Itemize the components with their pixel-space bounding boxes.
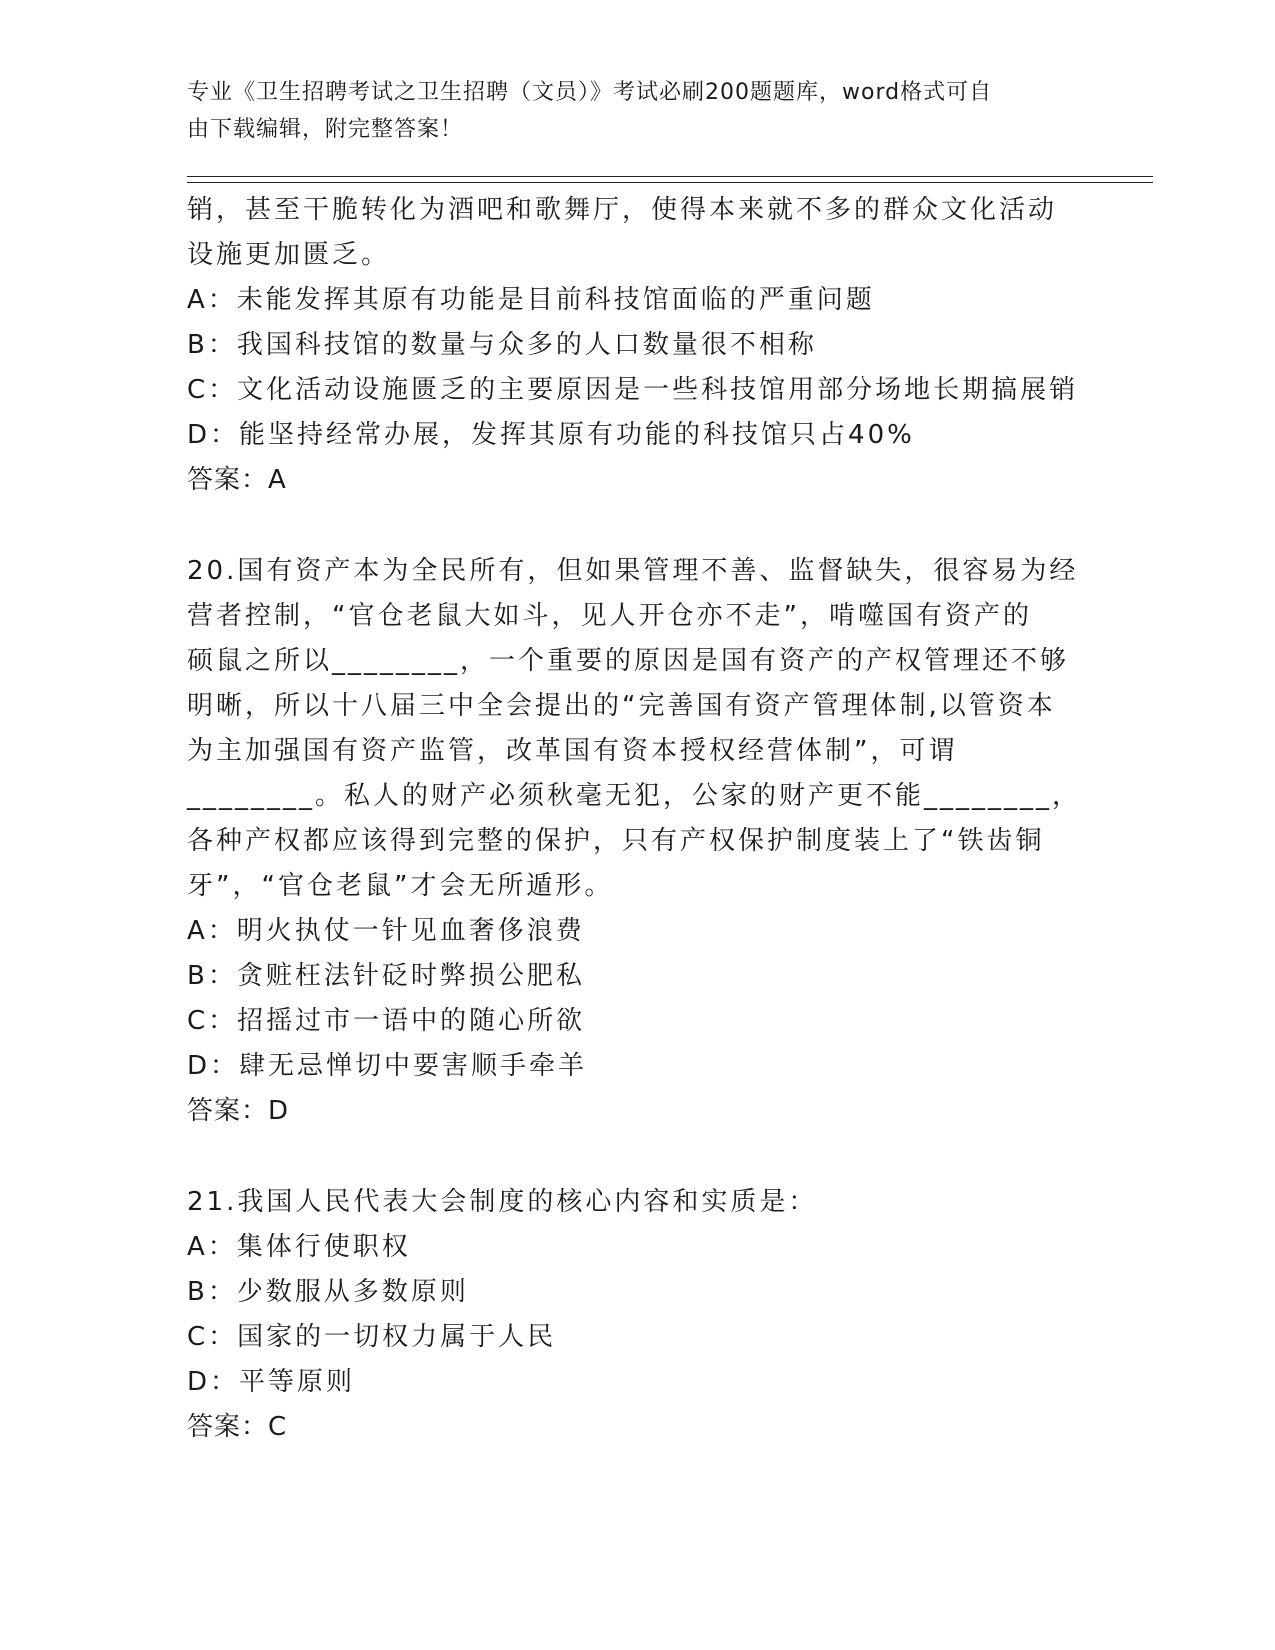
document-header: [187, 74, 1067, 148]
question-20: [187, 549, 1087, 1134]
question-20-answer: 答案：D: [187, 1096, 290, 1126]
question-20-text-line: 各种产权都应该得到完整的保护，只有产权保护制度装上了“铁齿铜: [187, 826, 1045, 856]
question-19-option-c: C：文化活动设施匮乏的主要原因是一些科技馆用部分场地长期搞展销: [187, 375, 1079, 405]
question-21-option-b: B：少数服从多数原则: [187, 1277, 469, 1307]
question-20-text-line: 明晰，所以十八届三中全会提出的“完善国有资产管理体制,以管资本: [187, 691, 1056, 721]
header-line-2: 由下载编辑，附完整答案！: [187, 117, 464, 142]
question-20-text-line: 牙”，“官仓老鼠”才会无所遁形。: [187, 871, 614, 901]
question-19-answer: 答案：A: [187, 465, 287, 495]
question-19-text-line: 设施更加匮乏。: [187, 240, 391, 270]
question-21-option-d: D：平等原则: [187, 1367, 356, 1397]
spacer: [187, 1134, 1087, 1180]
question-20-option-c: C：招摇过市一语中的随心所欲: [187, 1006, 586, 1036]
header-divider-top: [187, 176, 1153, 177]
question-20-text-line: 营者控制，“官仓老鼠大如斗，见人开仓亦不走”，啃噬国有资产的: [187, 601, 1032, 631]
question-20-option-d: D：肆无忌惮切中要害顺手牵羊: [187, 1051, 588, 1081]
question-19-option-b: B：我国科技馆的数量与众多的人口数量很不相称: [187, 330, 817, 360]
document-body: [187, 188, 1087, 1450]
question-21-option-a: A：集体行使职权: [187, 1232, 411, 1262]
question-21-answer: 答案：C: [187, 1412, 288, 1442]
question-20-text-line: 硕鼠之所以________，一个重要的原因是国有资产的产权管理还不够: [187, 646, 1070, 676]
header-line-1: 专业《卫生招聘考试之卫生招聘（文员）》考试必刷200题题库，word格式可自: [187, 80, 993, 105]
question-20-option-a: A：明火执仗一针见血奢侈浪费: [187, 916, 585, 946]
spacer: [187, 503, 1087, 549]
question-21: [187, 1180, 1087, 1450]
question-20-text-line: 20.国有资产本为全民所有，但如果管理不善、监督缺失，很容易为经: [187, 556, 1079, 586]
question-20-text-line: ________。私人的财产必须秋毫无犯，公家的财产更不能________，: [187, 781, 1082, 811]
question-20-option-b: B：贪赃枉法针砭时弊损公肥私: [187, 961, 585, 991]
question-19-option-d: D：能坚持经常办展，发挥其原有功能的科技馆只占40%: [187, 420, 915, 450]
question-19: [187, 188, 1087, 503]
question-21-stem: 21.我国人民代表大会制度的核心内容和实质是：: [187, 1187, 818, 1217]
header-divider-bottom: [187, 182, 1153, 183]
question-19-text-line: 销，甚至干脆转化为酒吧和歌舞厅，使得本来就不多的群众文化活动: [187, 195, 1058, 225]
question-20-text-line: 为主加强国有资产监管，改革国有资本授权经营体制”，可谓: [187, 736, 958, 766]
question-21-option-c: C：国家的一切权力属于人民: [187, 1322, 557, 1352]
question-19-option-a: A：未能发挥其原有功能是目前科技馆面临的严重问题: [187, 285, 875, 315]
